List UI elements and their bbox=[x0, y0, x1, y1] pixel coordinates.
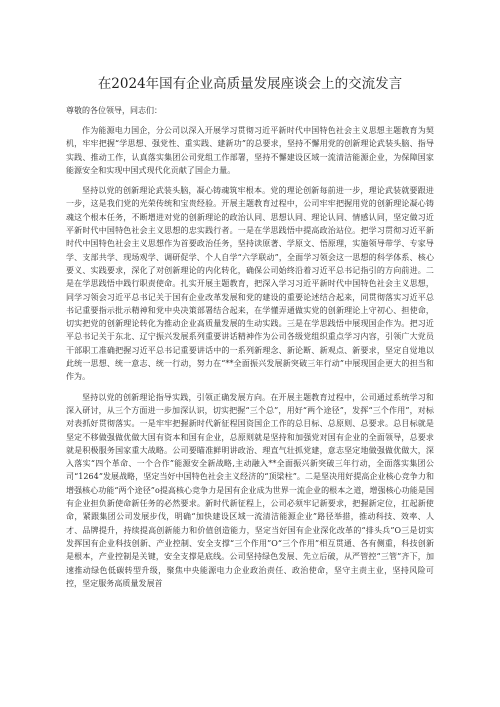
paragraph-theory-guiding: 坚持以党的创新理论指导实践，引领正确发展方向。在开展主题教育过程中，公司通过系统学习和深入研讨，从三个方面进一步加深认识，切实把握“三个总”，用好“两个途径”，发挥“三个作用”，对标对表抓好贯彻落实。一是牢牢把握新时代新征程国资国企工作的总目标、总原则、总要求。总目标就是坚定不移做强做优做大国有资本和国有企业，总原则就是坚持和加强党对国有企业的全面领导，总要求就是积极服务国家重大战略。公司要瞄准鲜明讲政治、理直气壮抓党建，意志坚定地做强做优做大，深入落实“四个革命、一个合作”能源安全新战略,主动融入**全面振兴新突破三年行动，全面落实集团公司“1264”发展战略，坚定当好中国特色社会主义经济的“顶梁柱”。二是坚决用好提高企业核心竞争力和增强核心功能“两个途径”o提高核心竞争力是国有企业成为世界一流企业的根本之道，增强核心功能是国有企业担负新使命新任务的必然要求。新时代新征程上，公司必须牢记新要求，把握新定位，扛起新使命，紧跟集团公司发展步伐，明确“加快建设区域一流清洁能源企业”路径举措，推动科技、效率、人才、品牌提升，持续提高创新能力和价值创造能力，坚定当好国有企业深化改革的“排头兵”O三是切实发挥国有企业科技创新、产业控制、安全支撑“三个作用”O“三个作用”相互贯通、各有侧重，科技创新是根本，产业控制是关键，安全支撑是底线。公司坚持绿色发展、先立后破，从严管控“三管”齐下，加速推动绿色低碳转型升级，聚焦中央能源电力企业政治责任、政治使命，坚守主责主业，坚持风险可控，坚定服务高质量发展首 bbox=[66, 392, 434, 588]
document-title: 在2024年国有企业高质量发展座谈会上的交流发言 bbox=[97, 76, 403, 92]
greeting-line: 尊敬的各位领导，同志们： bbox=[66, 106, 162, 115]
paragraph-intro: 作为能源电力国企，分公司以深入开展学习贯彻习近平新时代中国特色社会主义思想主题教育为契机，牢牢把握“学思想、强党性、重实践、建新功”的总要求，坚持不懈用党的创新理论武装头脑、指导实践、推动工作，认真落实集团公司党组工作部署，坚持不懈建设区域一流清洁能源企业，为保障国家能源安全和实现中国式现代化贡献了国企力量。 bbox=[66, 126, 434, 175]
paragraph-theory-arming: 坚持以党的创新理论武装头脑，凝心铸魂筑牢根本。党的理论创新每前进一步，理论武装就要跟进一步，这是我们党的光荣传统和宝贵经验。开展主题教育过程中，公司牢牢把握用党的创新理论凝心铸魂这个根本任务，不断增进对党的创新理论的政治认同、思想认同、理论认同、情感认同，坚定做习近平新时代中国特色社会主义思想的忠实践行者。一是在学思践悟中提高政治站位。把学习贯彻习近平新时代中国特色社会主义思想作为首要政治任务，坚持读原著、学原文、悟原理，实施领导带学、专家导学、支部共学、现场观学、调研促学、个人自学“六学联动”，全面学习领会这一思想的科学体系、核心要义、实践要求，深化了对创新理论的内化转化，确保公司始终沿着习近平总书记指引的方向前进。二是在学思践悟中践行职责使命。扎实开展主题教育，把深入学习习近平新时代中国特色社会主义思想，同学习领会习近平总书记关于国有企业改革发展和党的建设的重要论述结合起来，同贯彻落实习近平总书记重要指示批示精神和党中央决策部署结合起来，在学懂弄通做实党的创新理论上守初心、担使命，切实把党的创新理论转化为推动企业高质量发展的生动实践。三是在学思践悟中展现国企作为。把习近平总书记关于东北、辽宁振兴发展系列重要讲话精神作为公司各级党组织重点学习内容，引领广大党员干部职工准确把握习近平总书记重要讲话中的一系列新理念、新论断、新观点、新要求，坚定自觉地以此统一思想、统一意志、统一行动，努力在“**全面振兴发展新突破三年行动”中展现国企更大的担当和作为。 bbox=[66, 186, 434, 382]
document-body bbox=[66, 124, 434, 597]
